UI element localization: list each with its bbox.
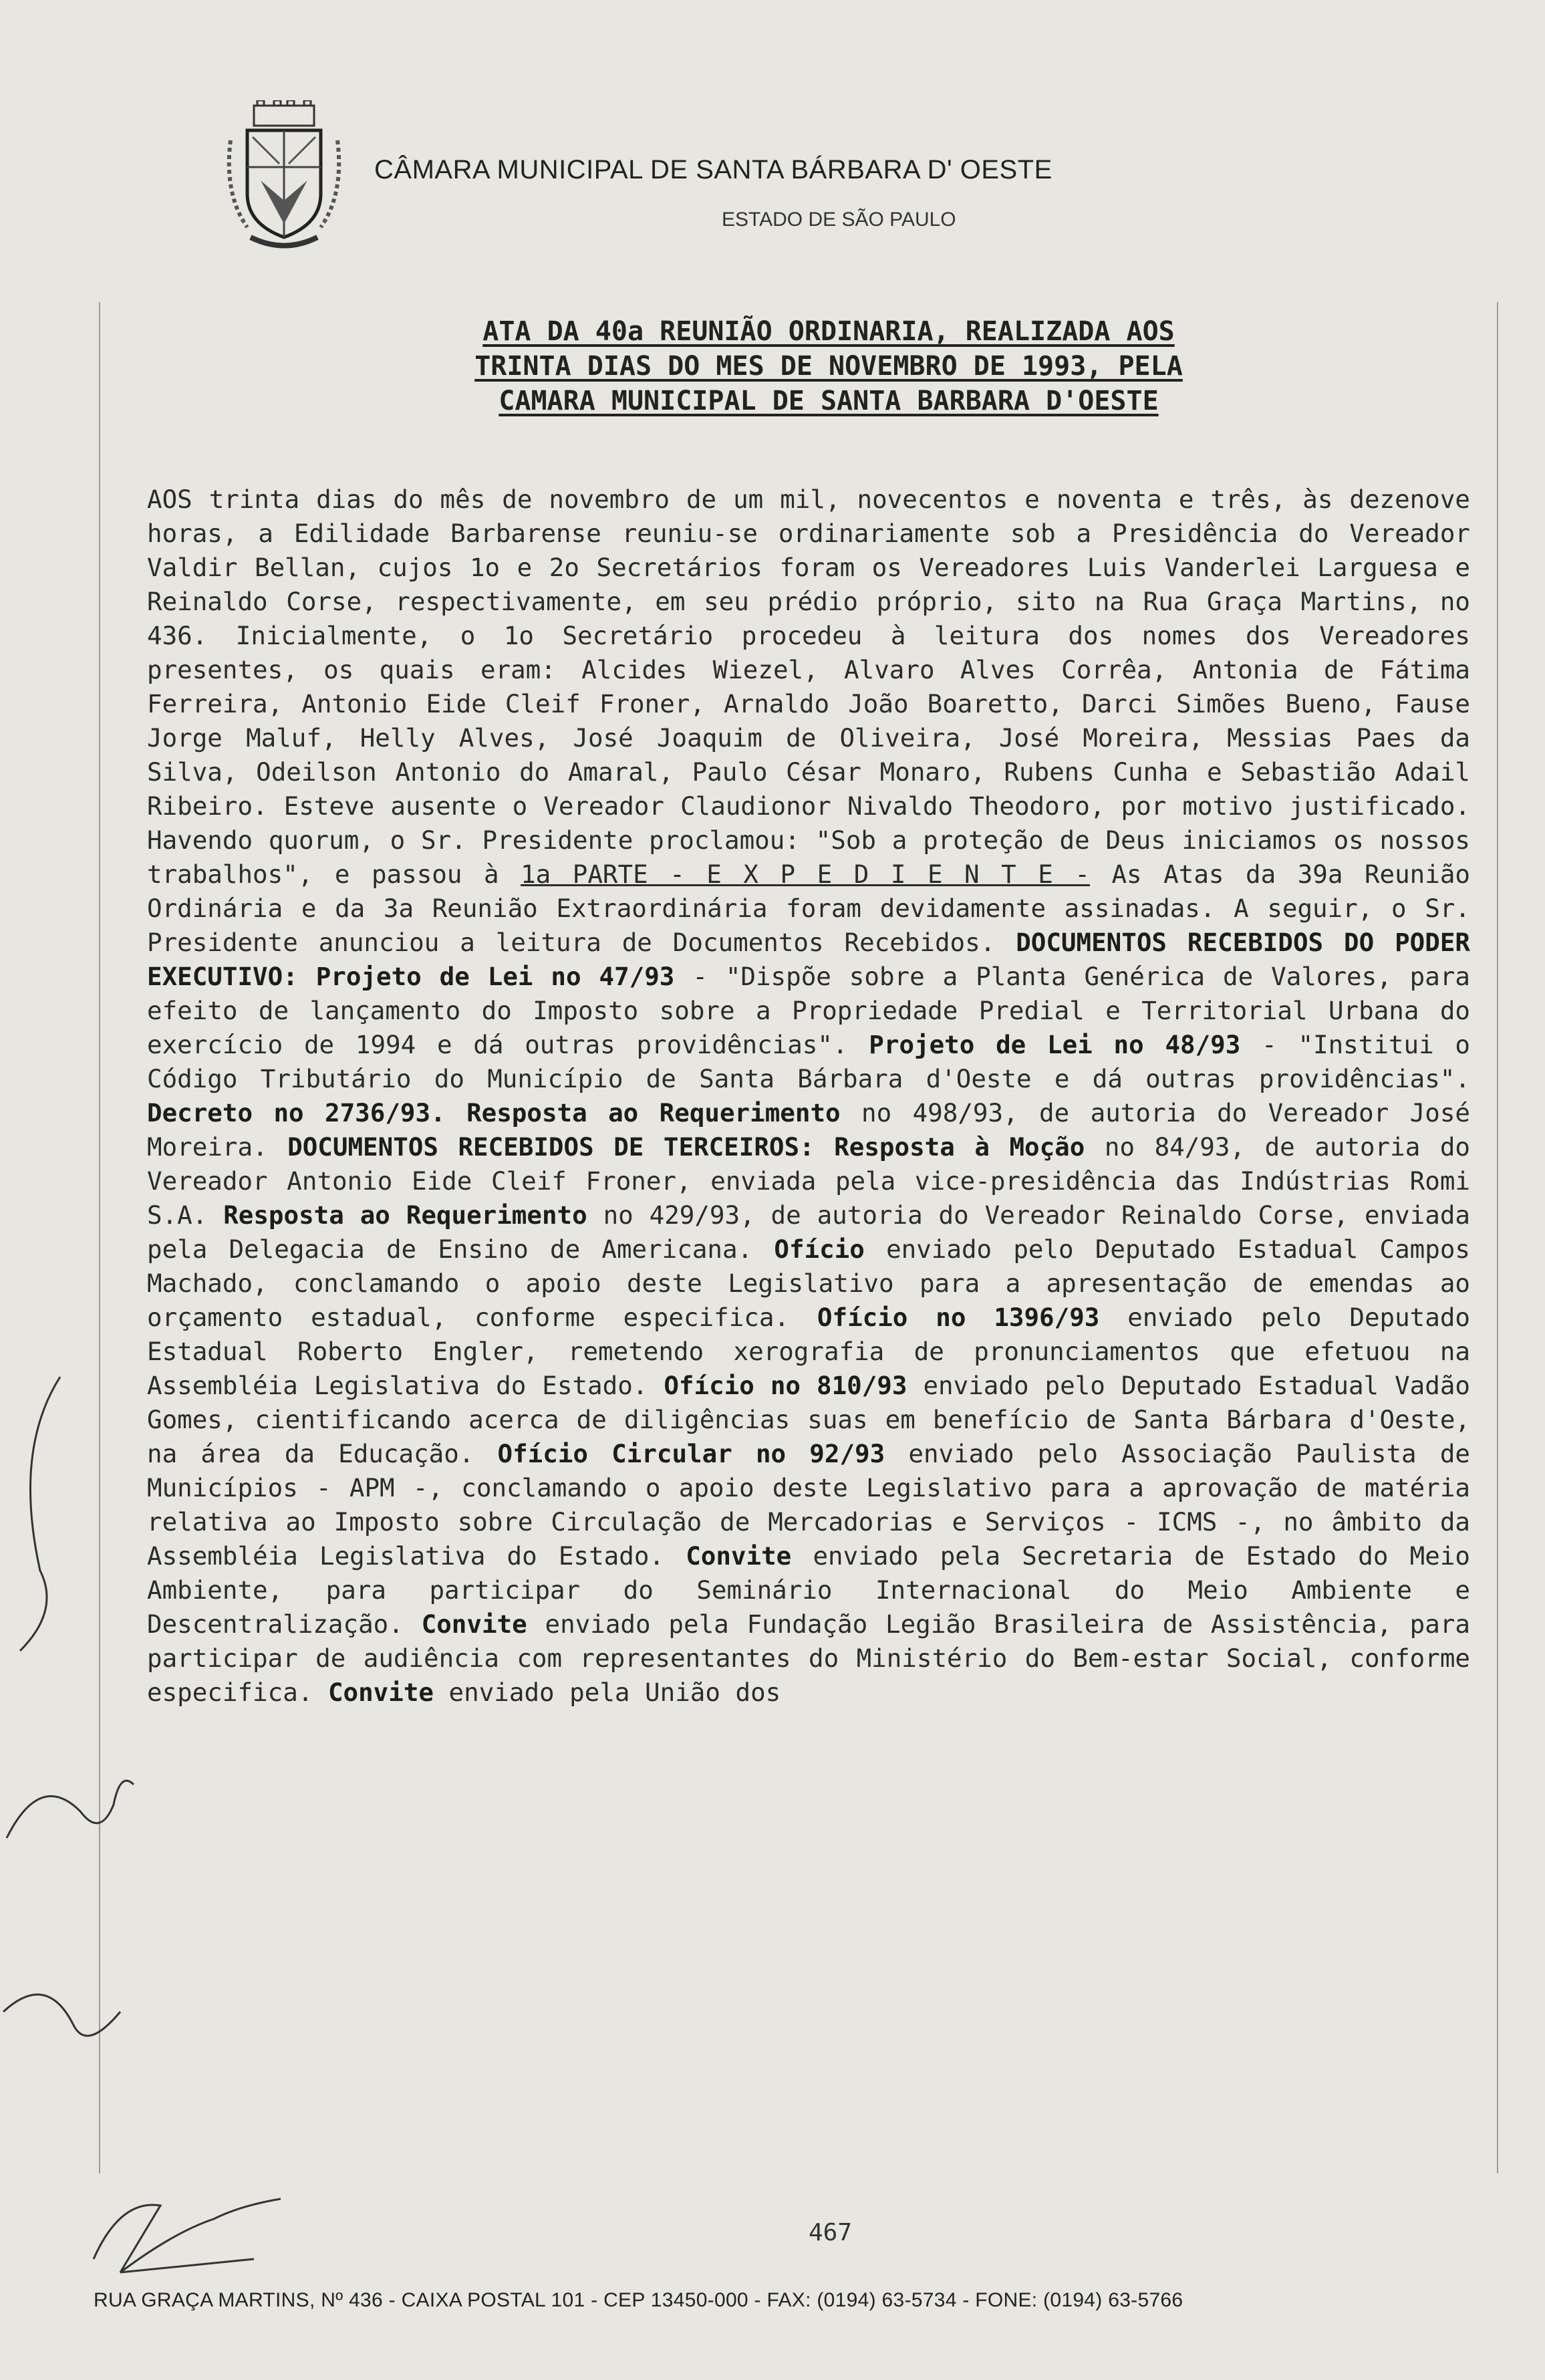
body-text: enviado pelo Deputado Estadual Vadão Gomes, cientificando acerca de diligências suas em benefício de Santa Bárbara d'Oeste, na área da Educação.: [147, 1371, 1470, 1468]
headline-line: ATA DA 40a REUNIÃO ORDINARIA, REALIZADA AOS: [482, 316, 1175, 347]
margin-signatures-icon: [0, 1370, 154, 2105]
body-text-bold: Decreto no 2736/93. Resposta ao Requerimento: [147, 1098, 841, 1128]
body-text: no 84/93, de autoria do Vereador Antonio Eide Cleif Froner, enviada pela vice-presidência das Indústrias Romi S.A.: [147, 1132, 1470, 1230]
body-text-bold: DOCUMENTOS RECEBIDOS DO PODER EXECUTIVO: Projeto de Lei no 47/93: [147, 928, 1470, 991]
body-text-bold: Projeto de Lei no 48/93: [869, 1030, 1241, 1059]
minutes-body: [147, 483, 1470, 1710]
body-text: enviado pela Fundação Legião Brasileira de Assistência, para participar de audiência com representantes do Ministério do Bem-estar Social, conforme especifica.: [147, 1609, 1470, 1707]
right-margin-rule: [1497, 302, 1498, 2173]
header-title: CÂMARA MUNICIPAL DE SANTA BÁRBARA D' OESTE: [374, 155, 1052, 184]
body-text: no 498/93, de autoria do Vereador José Moreira.: [147, 1098, 1471, 1162]
body-text: enviado pelo Associação Paulista de Municípios - APM -, conclamando o apoio deste Legislativo para a aprovação de matéria relativa ao Imposto sobre Circulação de Mercadorias e Serviços - ICMS -, no âmbito da Assembléia Legislativa do Estado.: [147, 1439, 1470, 1571]
body-text: - "Institui o Código Tributário do Município de Santa Bárbara d'Oeste e dá outras providências".: [147, 1030, 1470, 1093]
body-text: - "Dispõe sobre a Planta Genérica de Valores, para efeito de lançamento do Imposto sobre a Propriedade Predial e Territorial Urbana do exercício de 1994 e dá outras providências".: [147, 962, 1470, 1059]
body-text: enviado pelo Deputado Estadual Campos Machado, conclamando o apoio deste Legislativo para a apresentação de emendas ao orçamento estadual, conforme especifica.: [147, 1234, 1470, 1332]
footer-address: RUA GRAÇA MARTINS, Nº 436 - CAIXA POSTAL 101 - CEP 13450-000 - FAX: (0194) 63-5734 - FONE: (0194) 63-5766: [94, 2289, 1183, 2311]
body-text-bold: Ofício no 1396/93: [817, 1303, 1100, 1332]
body-text: enviado pela Secretaria de Estado do Meio Ambiente, para participar do Seminário Internacional do Meio Ambiente e Descentralização.: [147, 1541, 1470, 1639]
body-text: enviado pela União dos: [433, 1678, 781, 1707]
body-text-bold: Convite: [421, 1609, 527, 1639]
body-text-underlined: 1a PARTE - E X P E D I E N T E -: [521, 860, 1090, 889]
header-subtitle: ESTADO DE SÃO PAULO: [722, 209, 956, 231]
body-text-bold: Convite: [327, 1678, 434, 1707]
body-text-bold: Ofício Circular no 92/93: [497, 1439, 885, 1468]
body-text-bold: DOCUMENTOS RECEBIDOS DE TERCEIROS: Resposta à Moção: [287, 1132, 1085, 1162]
municipal-crest-icon: [221, 100, 347, 254]
headline-line: TRINTA DIAS DO MES DE NOVEMBRO DE 1993, PELA: [474, 351, 1183, 382]
minutes-headline: [361, 314, 1296, 418]
body-text-bold: Convite: [686, 1541, 792, 1571]
body-text: no 429/93, de autoria do Vereador Reinaldo Corse, enviada pela Delegacia de Ensino de Americana.: [147, 1200, 1470, 1264]
body-text: enviado pelo Deputado Estadual Roberto Engler, remetendo xerografia de pronunciamentos que efetuou na Assembléia Legislativa do Estado.: [147, 1303, 1470, 1400]
page-number: 467: [809, 2219, 853, 2246]
body-text-bold: Resposta ao Requerimento: [223, 1200, 587, 1230]
body-text-bold: Ofício no 810/93: [664, 1371, 907, 1400]
body-text-bold: Ofício: [774, 1234, 865, 1264]
body-text: As Atas da 39a Reunião Ordinária e da 3a Reunião Extraordinária foram devidamente assinadas. A seguir, o Sr. Presidente anunciou a leitura de Documentos Recebidos.: [147, 860, 1470, 957]
left-margin-rule: [99, 302, 100, 2173]
bottom-signature-icon: [80, 2159, 301, 2292]
body-text: AOS trinta dias do mês de novembro de um mil, novecentos e noventa e três, às dezenove horas, a Edilidade Barbarense reuniu-se ordinariamente sob a Presidência do Vereador Valdir Bellan, cujos 1o e 2o Secretários foram os Vereadores Luis Vanderlei Larguesa e Reinaldo Corse, respectivamente, em seu prédio próprio, sito na Rua Graça Martins, no 436. Inicialmente, o 1o Secretário procedeu à leitura dos nomes dos Vereadores presentes, os quais eram: Alcides Wiezel, Alvaro Alves Corrêa, Antonia de Fátima Ferreira, Antonio Eide Cleif Froner, Arnaldo João Boaretto, Darci Simões Bueno, Fause Jorge Maluf, Helly Alves, José Joaquim de Oliveira, José Moreira, Messias Paes da Silva, Odeilson Antonio do Amaral, Paulo César Monaro, Rubens Cunha e Sebastião Adail Ribeiro. Esteve ausente o Vereador Claudionor Nivaldo Theodoro, por motivo justificado. Havendo quorum, o Sr. Presidente proclamou: "Sob a proteção de Deus iniciamos os nossos trabalhos", e passou à: [147, 485, 1470, 889]
headline-line: CAMARA MUNICIPAL DE SANTA BARBARA D'OESTE: [499, 386, 1159, 416]
minutes-paragraph: [147, 483, 1470, 1710]
